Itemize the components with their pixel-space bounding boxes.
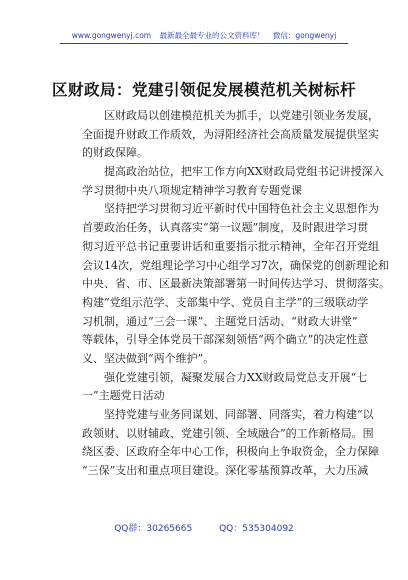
body-line: 学习贯彻中央八项规定精神学习教育专题党课 xyxy=(82,183,302,197)
body-line: 坚持把学习贯彻习近平新时代中国特色社会主义思想作为 xyxy=(82,202,379,216)
body-line: 区财政局以创建模范机关为抓手，以党建引领业务发展， xyxy=(82,109,379,122)
site-header xyxy=(0,30,408,44)
body-line: 绕区委、区政府全年中心工作，积极向上争取资金，全力保障 xyxy=(82,445,379,459)
body-line: 一”主题党日活动 xyxy=(82,389,165,403)
body-line: 中央、省、市、区最新决策部署第一时间传达学习、贯彻落实。 xyxy=(82,277,390,291)
body-line: 强化党建引领，凝聚发展合力XX财政局党总支开展“七 xyxy=(82,370,368,384)
site-footer xyxy=(0,521,408,534)
body-line: 等载体，引导全体党员干部深刻领悟“两个确立”的决定性意 xyxy=(82,333,369,347)
body-line: “三保”支出和重点项目建设。深化零基预算改革，大力压减 xyxy=(82,464,369,478)
body-line: 义、坚决做到“两个维护”。 xyxy=(82,351,215,365)
body-line: 全面提升财政工作质效，为浔阳经济社会高质量发展提供坚实 xyxy=(82,127,379,141)
body-line: 构建“党组示范学、支部集中学、党员自主学”的三级联动学 xyxy=(82,295,369,309)
body-line: 首要政治任务，认真落实“第一议题”制度，及时跟进学习贯 xyxy=(82,221,369,235)
body-line: 的财政保障。 xyxy=(82,146,148,160)
body-line: 提高政治站位，把牢工作方向XX财政局党组书记讲授深入 xyxy=(82,165,384,179)
header-divider xyxy=(60,43,348,44)
site-slogan: 最新最全最专业的公文资料库！ xyxy=(159,31,265,40)
site-url-link[interactable]: www.gongwenyj.com xyxy=(71,31,152,40)
body-line: 会议14次，党组理论学习中心组学习7次，确保党的创新理论和 xyxy=(82,258,389,272)
qq-contact: QQ：535304092 xyxy=(219,524,294,534)
body-line: 政领财、以财辅政、党建引领、全域融合”的工作新格局。围 xyxy=(82,426,374,440)
document-body xyxy=(82,107,390,481)
document-title: 区财政局：党建引领促发展模范机关树标杆 xyxy=(51,81,356,99)
body-line: 坚持党建与业务同谋划、同部署、同落实，着力构建“以 xyxy=(82,408,374,421)
qq-group: QQ群：30265665 xyxy=(114,524,193,534)
body-line: 彻习近平总书记重要讲话和重要指示批示精神，全年召开党组 xyxy=(82,239,379,253)
wechat-contact: 微信：gongwenyj xyxy=(272,31,337,40)
body-line: 习机制，通过“三会一课”、主题党日活动、“财政大讲堂” xyxy=(82,314,358,328)
